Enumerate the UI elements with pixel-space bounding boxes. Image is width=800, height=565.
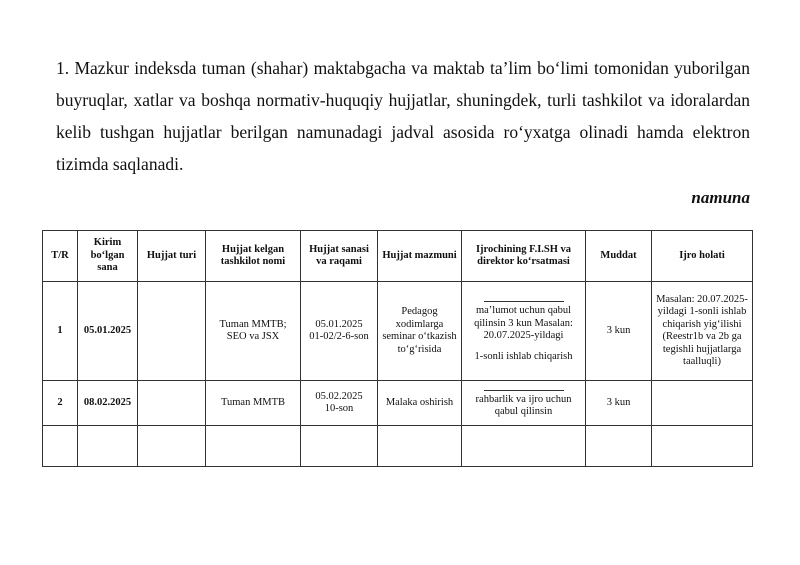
header-cell: Hujjat kelgan tashkilot nomi [206, 231, 301, 282]
empty-cell [78, 426, 138, 467]
execution-status [652, 381, 753, 426]
header-cell: Hujjat mazmuni [378, 231, 462, 282]
row-number: 2 [43, 381, 78, 426]
received-date: 08.02.2025 [78, 381, 138, 426]
registration-table [42, 230, 753, 467]
doc-date-number [301, 381, 378, 426]
executor-instruction [462, 381, 586, 426]
empty-cell [378, 426, 462, 467]
header-cell: Ijrochining F.I.SH va direktor ko‘rsatmasi [462, 231, 586, 282]
doc-type [138, 282, 206, 381]
header-cell: Kirim bo‘lgan sana [78, 231, 138, 282]
term: 3 kun [586, 381, 652, 426]
doc-organization: Tuman MMTB [206, 381, 301, 426]
instruction-text-extra: 1-sonli ishlab chiqarish [474, 350, 573, 362]
instruction-text: rahbarlik va ijro uchun qabul qilinsin [475, 393, 572, 417]
empty-cell [652, 426, 753, 467]
signature-line [484, 390, 564, 391]
doc-number: 10-son [324, 403, 354, 414]
intro-paragraph: 1. Mazkur indeksda tuman (shahar) maktabgacha va maktab ta’lim bo‘limi tomonidan yuborilgan buyruqlar, xatlar va boshqa normativ-huquqiy hujjatlar, shuningdek, turli tashkilot va idoralardan kelib tushgan hujjatlar berilgan namunadagi jadval asosida ro‘yxatga olinadi hamda elektron tizimda saqlanadi. [56, 58, 750, 174]
empty-cell [462, 426, 586, 467]
header-cell: Hujjat turi [138, 231, 206, 282]
doc-type [138, 381, 206, 426]
instruction-text: ma’lumot uchun qabul qilinsin 3 kun Masalan: 20.07.2025-yildagi [474, 305, 573, 341]
signature-line [484, 301, 564, 302]
term: 3 kun [586, 282, 652, 381]
header-cell: Muddat [586, 231, 652, 282]
row-number: 1 [43, 282, 78, 381]
doc-date-number [301, 282, 378, 381]
empty-cell [206, 426, 301, 467]
received-date: 05.01.2025 [78, 282, 138, 381]
sample-label: namuna [691, 188, 750, 207]
empty-cell [138, 426, 206, 467]
table-row [43, 381, 753, 426]
doc-number: 01-02/2-6-son [309, 331, 369, 342]
header-cell: Hujjat sanasi va raqami [301, 231, 378, 282]
header-cell: T/R [43, 231, 78, 282]
doc-organization: Tuman MMTB; SEO va JSX [206, 282, 301, 381]
doc-content: Pedagog xodimlarga seminar o‘tkazish to‘g‘risida [378, 282, 462, 381]
table-row [43, 282, 753, 381]
empty-cell [43, 426, 78, 467]
doc-date: 05.01.2025 [315, 318, 363, 330]
table-row-empty [43, 426, 753, 467]
empty-cell [301, 426, 378, 467]
empty-cell [586, 426, 652, 467]
header-cell: Ijro holati [652, 231, 753, 282]
executor-instruction [462, 282, 586, 381]
doc-date: 05.02.2025 [315, 390, 363, 402]
table-header-row [43, 231, 753, 282]
doc-content: Malaka oshirish [378, 381, 462, 426]
execution-status: Masalan: 20.07.2025-yildagi 1-sonli ishlab chiqarish yig‘ilishi (Reestr1b va 2b ga tegishli hujjatlarga taalluqli) [652, 282, 753, 381]
